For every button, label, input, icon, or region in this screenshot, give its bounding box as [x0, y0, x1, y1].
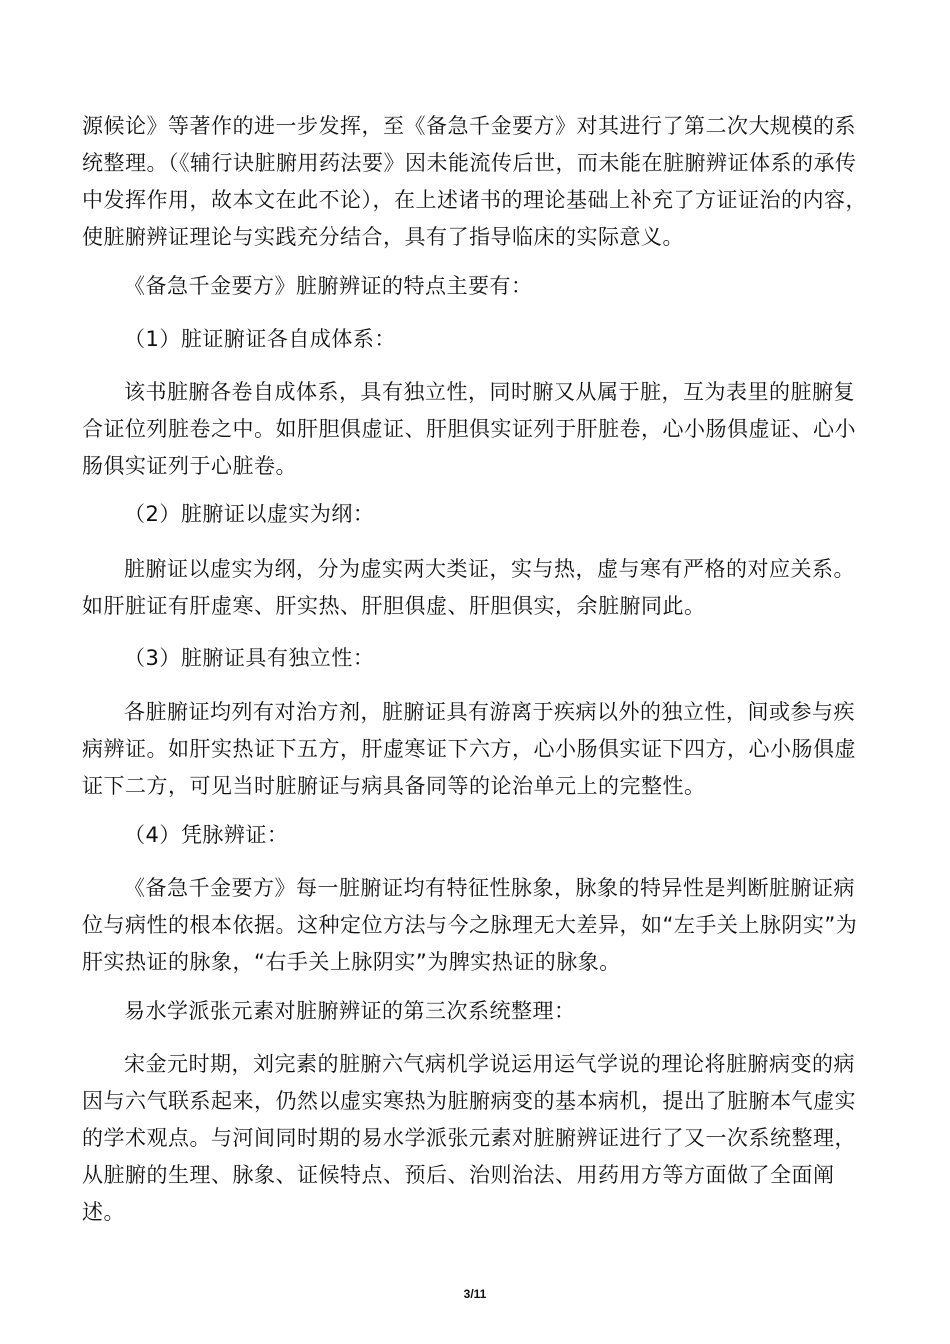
paragraph-yishui-intro: 易水学派张元素对脏腑辨证的第三次系统整理： [124, 999, 576, 1023]
paragraph-system: 该书脏腑各卷自成体系，具有独立性，同时腑又从属于脏，互为表里的脏腑复合证位列脏卷之中。如肝胆俱虚证、肝胆俱实证列于肝脏卷，心小肠俱虚证、心小肠俱实证列于心脏卷。 [82, 380, 856, 478]
paragraph-song-jin-yuan: 宋金元时期，刘完素的脏腑六气病机学说运用运气学说的理论将脏腑病变的病因与六气联系起来，仍然以虚实寒热为脏腑病变的基本病机，提出了脏腑本气虚实的学术观点。与河间同时期的易水学派张元素对脏腑辨证进行了又一次系统整理，从脏腑的生理、脉象、证候特点、预后、治则治法、用药用方等方面做了全面阐述。 [82, 1052, 856, 1224]
paragraph-deficiency-excess: 脏腑证以虚实为纲，分为虚实两大类证，实与热，虚与寒有严格的对应关系。如肝脏证有肝虚寒、肝实热、肝胆俱虚、肝胆俱实，余脏腑同此。 [82, 557, 855, 618]
paragraph-continuation: 源候论》等著作的进一步发挥，至《备急千金要方》对其进行了第二次大规模的系统整理。（《辅行诀脏腑用药法要》因未能流传后世，而未能在脏腑辨证体系的承传中发挥作用，故本文在此不论），在上述诸书的理论基础上补充了方证证治的内容，使脏腑辨证理论与实践充分结合，具有了指导临床的实际意义。 [82, 114, 867, 249]
paragraph-features-intro: 《备急千金要方》脏腑辨证的特点主要有： [124, 274, 533, 298]
paragraph-pulse: 《备急千金要方》每一脏腑证均有特征性脉象，脉象的特异性是判断脏腑证病位与病性的根本依据。这种定位方法与今之脉理无大差异，如“左手关上脉阴实”为肝实热证的脉象，“右手关上脉阴实”为脾实热证的脉象。 [82, 876, 858, 974]
page-number: 3/11 [463, 1287, 487, 1301]
subheading-2: （2）脏腑证以虚实为纲： [124, 502, 375, 526]
subheading-3: （3）脏腑证具有独立性： [124, 646, 375, 670]
paragraph-independence: 各脏腑证均列有对治方剂，脏腑证具有游离于疾病以外的独立性，间或参与疾病辨证。如肝实热证下五方，肝虚寒证下六方，心小肠俱实证下四方，心小肠俱虚证下二方，可见当时脏腑证与病具备同等的论治单元上的完整性。 [82, 700, 856, 798]
subheading-4: （4）凭脉辨证： [124, 823, 289, 847]
subheading-1: （1）脏证腑证各自成体系： [124, 327, 396, 351]
